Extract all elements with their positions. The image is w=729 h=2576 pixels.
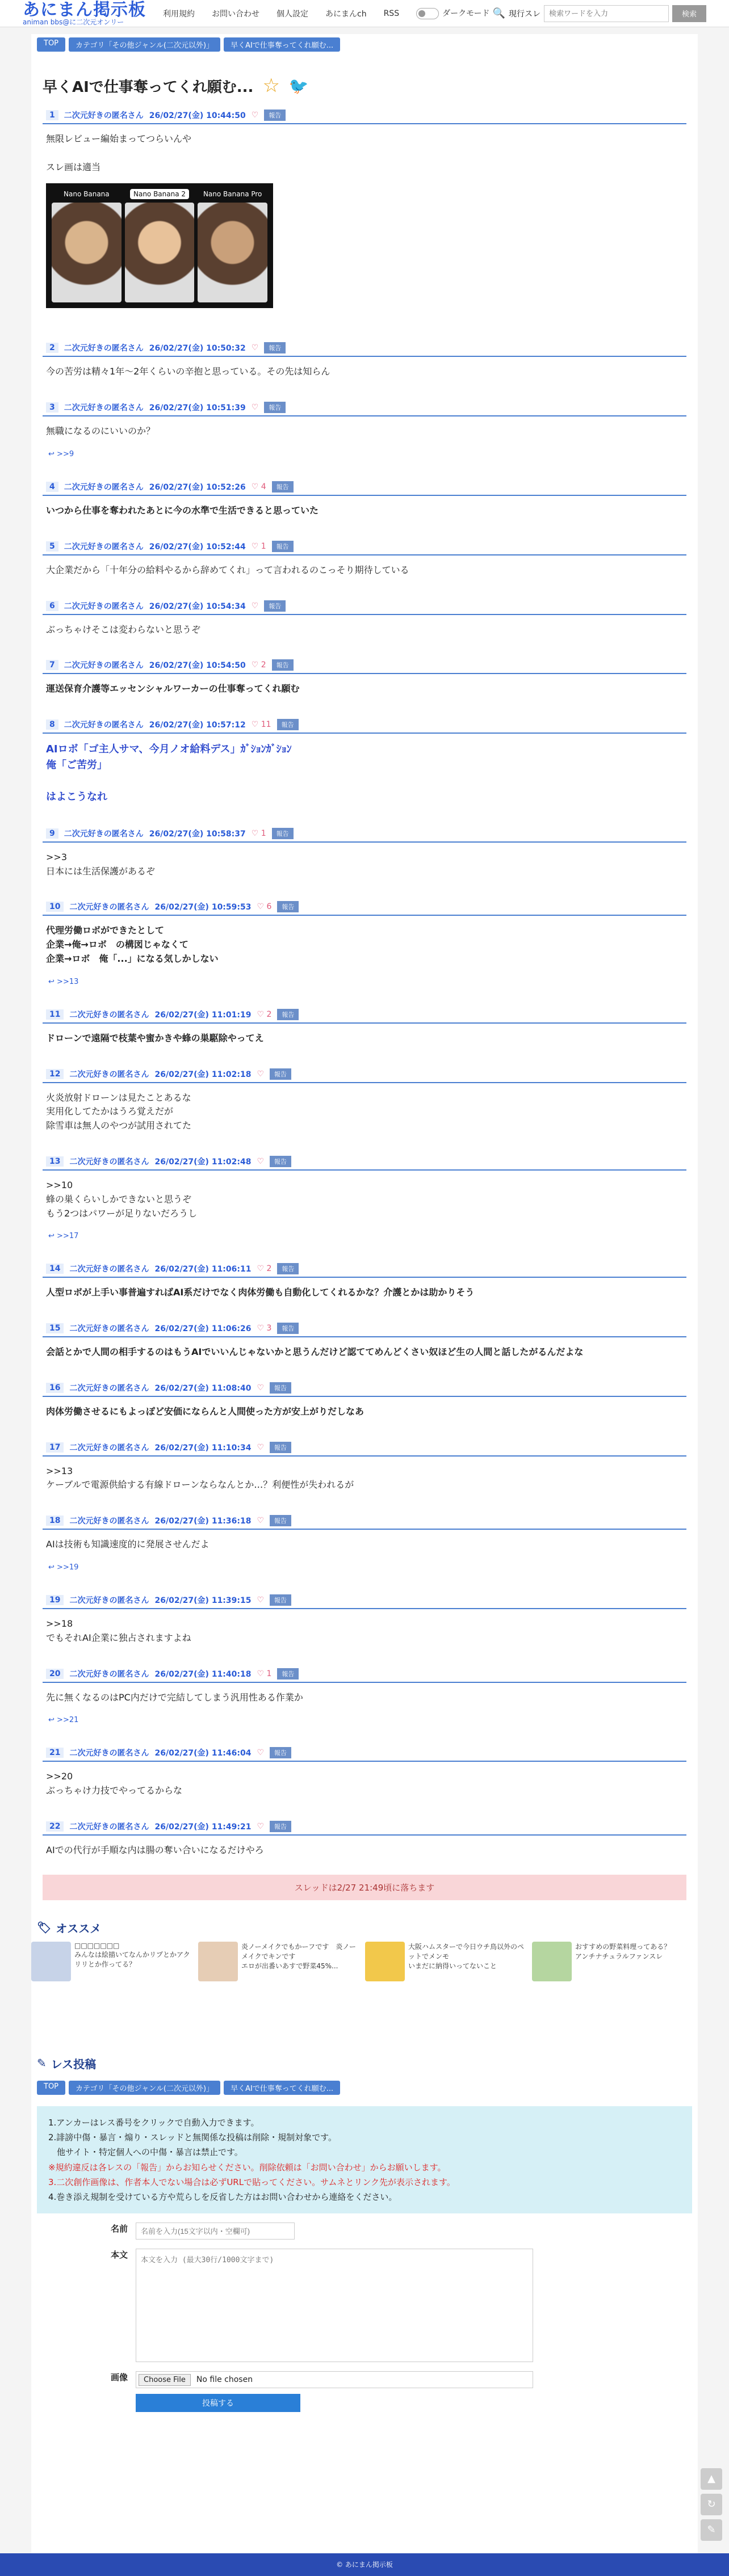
rule-line: 4.巻き添え規制を受けている方や荒らしを反省した方はお問い合わせから連絡をください。 <box>48 2192 397 2203</box>
post-date: 26/02/27(金) 10:58:37 <box>149 829 246 839</box>
reply-anchor: >>19 <box>57 1563 79 1572</box>
post-number[interactable]: 6 <box>46 601 58 611</box>
report-button[interactable]: 報告 <box>277 719 299 730</box>
post-body: 先に無くなるのはPC内だけで完結してしまう汎用性ある作業か <box>46 1691 303 1703</box>
post-author: 二次元好きの匿名さん <box>64 721 144 730</box>
report-button[interactable]: 報告 <box>264 110 286 121</box>
search-button[interactable]: 検索 <box>672 5 706 22</box>
report-button[interactable]: 報告 <box>277 1263 299 1274</box>
post-author: 二次元好きの匿名さん <box>64 542 144 552</box>
write-icon[interactable]: ✎ <box>701 2519 722 2541</box>
post-item <box>43 600 686 637</box>
body-row <box>31 2240 698 2362</box>
post-date: 26/02/27(金) 11:06:26 <box>154 1324 252 1334</box>
post-body: 大企業だから「十年分の給料やるから辞めてくれ」って言われるのこっそり期待している <box>46 564 409 575</box>
post-number[interactable]: 2 <box>46 343 58 353</box>
reply-link[interactable] <box>43 1704 686 1724</box>
post-date: 26/02/27(金) 11:40:18 <box>154 1669 252 1679</box>
post-author: 二次元好きの匿名さん <box>69 1596 149 1606</box>
post-header <box>43 110 686 124</box>
post-header <box>43 541 686 555</box>
post-header <box>43 1323 686 1337</box>
scroll-top-icon[interactable]: ▲ <box>701 2468 722 2490</box>
post-number[interactable]: 16 <box>46 1383 64 1393</box>
portrait-image <box>125 203 195 302</box>
post-author: 二次元好きの匿名さん <box>69 1010 149 1020</box>
post-date: 26/02/27(金) 11:02:48 <box>154 1157 252 1167</box>
post-item <box>43 1668 686 1725</box>
post-body: 運送保育介護等エッセンシャルワーカーの仕事奪ってくれ願む <box>46 683 300 694</box>
post-author: 二次元好きの匿名さん <box>69 1383 149 1393</box>
post-date: 26/02/27(金) 11:06:11 <box>154 1265 252 1274</box>
post-header <box>43 1263 686 1278</box>
post-item <box>43 1263 686 1300</box>
post-number[interactable]: 3 <box>46 402 58 413</box>
report-button[interactable]: 報告 <box>264 402 286 413</box>
post-number[interactable]: 21 <box>46 1748 64 1758</box>
main-content <box>31 34 698 2553</box>
thread-fall-notice: スレッドは2/27 21:49頃に落ちます <box>43 1875 686 1900</box>
recommend-text: 大阪ハムスターで今日ウチ鳥以外のペットでメンモ いまだに納得いってないこと <box>408 1942 525 1970</box>
post-item <box>43 402 686 458</box>
post-item <box>43 110 686 308</box>
pencil-icon: ✎ <box>37 2056 47 2070</box>
recommend-thumbnail <box>532 1942 572 1981</box>
post-number[interactable]: 8 <box>46 719 58 730</box>
form-breadcrumb <box>31 2077 698 2095</box>
post-header <box>43 402 686 416</box>
reply-link[interactable] <box>43 966 686 986</box>
form-heading <box>31 2049 698 2072</box>
post-body: >>3 日本には生活保護があるぞ <box>46 851 156 877</box>
thread-title-row <box>31 52 698 103</box>
rule-line: 他サイト・特定個人への中傷・暴言は禁止です。 <box>48 2147 243 2158</box>
post-date: 26/02/27(金) 10:57:12 <box>149 721 246 730</box>
like-heart-icon[interactable]: ♡ 2 <box>251 660 266 670</box>
reply-link[interactable] <box>43 1552 686 1572</box>
post-author: 二次元好きの匿名さん <box>69 1669 149 1679</box>
site-logo[interactable] <box>23 2 146 26</box>
post-author: 二次元好きの匿名さん <box>69 1822 149 1832</box>
reply-arrow-icon: ↩ <box>48 449 55 458</box>
post-date: 26/02/27(金) 10:52:44 <box>149 542 246 552</box>
form-breadcrumb-top[interactable]: TOP <box>37 2081 65 2095</box>
like-count: 1 <box>261 541 266 551</box>
post-item <box>43 1009 686 1046</box>
post-header <box>43 481 686 496</box>
image-panel-label: Nano Banana <box>64 190 110 199</box>
post-number[interactable]: 14 <box>46 1264 64 1274</box>
like-count: 11 <box>261 720 271 730</box>
post-author: 二次元好きの匿名さん <box>69 1157 149 1167</box>
like-count: 2 <box>261 660 266 670</box>
recommend-item[interactable] <box>365 1942 524 1981</box>
like-heart-icon[interactable]: ♡ <box>257 1442 265 1452</box>
post-date: 26/02/27(金) 10:51:39 <box>149 403 246 413</box>
report-button[interactable]: 報告 <box>270 1515 291 1526</box>
reply-anchor: >>17 <box>57 1232 79 1241</box>
post-header <box>43 719 686 734</box>
post-number[interactable]: 19 <box>46 1595 64 1605</box>
post-body: 人型ロボが上手い事普遍すればAI系だけでなく肉体労働も自動化してくれるかな？介護とかは助かりそう <box>46 1287 475 1298</box>
recommend-thumbnail <box>31 1942 71 1981</box>
post-body: ドローンで遠隔で枝葉や蜜かきや蜂の巣駆除やってえ <box>46 1032 264 1043</box>
post-author: 二次元好きの匿名さん <box>64 344 144 353</box>
like-heart-icon[interactable]: ♡ <box>251 111 259 120</box>
post-item <box>43 719 686 805</box>
image-label: 画像 <box>110 2372 128 2383</box>
post-header <box>43 659 686 674</box>
post-date: 26/02/27(金) 10:50:32 <box>149 344 246 353</box>
post-list <box>31 110 698 1858</box>
post-body: >>13 ケーブルで電源供給する有線ドローンならなんとか…？利便性が失われるが <box>46 1465 354 1491</box>
breadcrumb-top[interactable]: TOP <box>37 37 65 52</box>
file-input[interactable] <box>136 2371 533 2388</box>
search-scope[interactable]: 現行スレ <box>509 9 541 19</box>
nav-animanch[interactable]: あにまんch <box>325 9 367 19</box>
post-item <box>43 1821 686 1858</box>
nav-terms[interactable]: 利用規約 <box>163 9 195 19</box>
image-panel <box>125 189 195 302</box>
reply-arrow-icon: ↩ <box>48 1563 55 1572</box>
body-textarea[interactable] <box>136 2249 533 2362</box>
rule-line: ※規約違反は各レスの「報告」からお知らせください。削除依頼は「お問い合わせ」からお願いします。 <box>48 2162 446 2173</box>
like-heart-icon[interactable]: ♡ <box>257 1596 265 1605</box>
post-body: >>20 ぶっちゃけ力技でやってるからな <box>46 1771 183 1796</box>
report-button[interactable]: 報告 <box>270 1821 291 1832</box>
nav-settings[interactable]: 個人設定 <box>276 9 308 19</box>
report-button[interactable]: 報告 <box>277 901 299 912</box>
post-number[interactable]: 15 <box>46 1323 64 1333</box>
post-author: 二次元好きの匿名さん <box>69 1265 149 1274</box>
like-heart-icon[interactable]: ♡ 6 <box>257 902 272 912</box>
favorite-star-icon[interactable]: ☆ <box>262 74 280 97</box>
recommend-heading <box>31 1914 698 1936</box>
post-date: 26/02/27(金) 10:59:53 <box>154 903 252 912</box>
post-date: 26/02/27(金) 11:02:18 <box>154 1070 252 1079</box>
post-header <box>43 901 686 916</box>
post-item <box>43 1515 686 1572</box>
post-author: 二次元好きの匿名さん <box>64 601 144 611</box>
reply-anchor: >>9 <box>57 449 74 458</box>
recommend-item[interactable] <box>31 1942 190 1981</box>
like-count: 1 <box>266 1669 272 1678</box>
post-date: 26/02/27(金) 11:46:04 <box>154 1749 252 1758</box>
post-item <box>43 541 686 578</box>
like-count: 1 <box>261 828 266 838</box>
reply-anchor: >>21 <box>57 1716 79 1725</box>
post-body: AIロボ「ゴ主人サマ、今月ノオ給料デス」ｶﾞｼｮﾝｶﾞｼｮﾝ 俺「ご苦労」 はよこうなれ <box>46 743 292 803</box>
post-body: ぶっちゃけそこは変わらないと思うぞ <box>46 624 201 635</box>
breadcrumb <box>31 34 698 52</box>
post-item <box>43 1068 686 1133</box>
post-body: >>18 でもそれAI企業に独占されますよね <box>46 1618 191 1643</box>
like-count: 2 <box>266 1264 272 1274</box>
report-button[interactable]: 報告 <box>270 1442 291 1453</box>
post-author: 二次元好きの匿名さん <box>64 482 144 492</box>
like-heart-icon[interactable]: ♡ 2 <box>257 1009 272 1019</box>
post-date: 26/02/27(金) 11:49:21 <box>154 1822 252 1832</box>
like-heart-icon[interactable]: ♡ 1 <box>251 541 266 551</box>
name-input[interactable] <box>136 2223 295 2240</box>
post-image[interactable] <box>46 183 273 308</box>
post-body: AIは技術も知識速度的に発展させんだよ <box>46 1539 210 1550</box>
search-icon: 🔍 <box>492 7 505 19</box>
post-item <box>43 1382 686 1419</box>
report-button[interactable]: 報告 <box>272 828 294 839</box>
post-item <box>43 1594 686 1645</box>
post-number[interactable]: 9 <box>46 828 58 839</box>
post-body: 肉体労働させるにもよっぽど安価にならんと人間使った方が安上がりだしなあ <box>46 1405 364 1417</box>
post-author: 二次元好きの匿名さん <box>64 829 144 839</box>
post-header <box>43 828 686 843</box>
recommend-list <box>31 1936 698 1981</box>
recommend-text: 炎ノーメイクでもかーフです 炎ノーメイクでキンです エロが出番いあすで野菜45%... <box>241 1942 356 1970</box>
post-author: 二次元好きの匿名さん <box>64 661 144 671</box>
thread-title: 早くAIで仕事奪ってくれ願む... <box>43 78 254 96</box>
recommend-item[interactable] <box>532 1942 691 1981</box>
post-author: 二次元好きの匿名さん <box>64 111 144 120</box>
name-label: 名前 <box>110 2224 128 2234</box>
breadcrumb-category[interactable]: カテゴリ「その他ジャンル(二次元以外)」 <box>69 37 220 52</box>
logo-title: あにまん掲示板 <box>23 0 146 20</box>
posting-rules <box>37 2106 692 2214</box>
post-date: 26/02/27(金) 10:54:50 <box>149 661 246 671</box>
reply-link[interactable] <box>43 439 686 458</box>
search-area <box>493 5 706 22</box>
like-heart-icon[interactable]: ♡ 3 <box>257 1324 272 1333</box>
post-author: 二次元好きの匿名さん <box>64 403 144 413</box>
post-body: 無職になるのにいいのか？ <box>46 426 156 437</box>
post-header <box>43 1156 686 1171</box>
post-number[interactable]: 12 <box>46 1069 64 1079</box>
image-row <box>31 2362 698 2388</box>
like-heart-icon[interactable]: ♡ 1 <box>251 828 266 838</box>
report-button[interactable]: 報告 <box>272 659 294 671</box>
post-item <box>43 901 686 986</box>
post-number[interactable]: 5 <box>46 541 58 552</box>
post-header <box>43 1747 686 1762</box>
like-count: 6 <box>266 902 272 912</box>
post-header <box>43 1821 686 1836</box>
like-count: 4 <box>261 482 266 491</box>
post-body: いつから仕事を奪われたあとに今の水準で生活できると思っていた <box>46 504 319 516</box>
report-button[interactable]: 報告 <box>264 600 286 612</box>
post-number[interactable]: 4 <box>46 482 58 492</box>
footer: © あにまん掲示板 <box>0 2553 729 2576</box>
report-button[interactable]: 報告 <box>272 481 294 493</box>
post-header <box>43 1668 686 1683</box>
report-button[interactable]: 報告 <box>264 342 286 353</box>
post-number[interactable]: 10 <box>46 902 64 912</box>
post-body: 代理労働ロボができたとして 企業→俺→ロボ の構図じゃなくて 企業→ロボ 俺「...」になる気しかしない <box>46 925 219 964</box>
post-item <box>43 1747 686 1798</box>
reply-arrow-icon: ↩ <box>48 1232 55 1241</box>
recommend-text: おすすめの野菜料理ってある？ アンチナチュラルファンスレ <box>575 1942 671 1960</box>
post-item <box>43 1323 686 1359</box>
like-heart-icon[interactable]: ♡ <box>257 1822 265 1832</box>
rule-line: 2.誹謗中傷・暴言・煽り・スレッドと無関係な投稿は削除・規制対象です。 <box>48 2132 337 2143</box>
post-date: 26/02/27(金) 11:36:18 <box>154 1517 252 1526</box>
post-header <box>43 1382 686 1397</box>
post-author: 二次元好きの匿名さん <box>69 1443 149 1453</box>
post-author: 二次元好きの匿名さん <box>69 1749 149 1758</box>
post-body: AIでの代行が手順な内は腸の奪い合いになるだけやろ <box>46 1845 264 1856</box>
post-date: 26/02/27(金) 11:01:19 <box>154 1010 252 1020</box>
reply-arrow-icon: ↩ <box>48 977 55 986</box>
post-author: 二次元好きの匿名さん <box>69 903 149 912</box>
dark-mode-label: ダークモード <box>442 9 490 18</box>
header-nav <box>163 7 490 19</box>
name-row <box>31 2213 698 2240</box>
body-label: 本文 <box>110 2250 128 2261</box>
like-heart-icon[interactable]: ♡ 2 <box>257 1264 272 1274</box>
file-status: No file chosen <box>196 2375 253 2385</box>
submit-button[interactable]: 投稿する <box>136 2394 300 2412</box>
post-author: 二次元好きの匿名さん <box>69 1517 149 1526</box>
twitter-share-icon[interactable]: 🐦 <box>288 76 309 95</box>
post-author: 二次元好きの匿名さん <box>69 1070 149 1079</box>
dark-mode-toggle[interactable] <box>416 7 489 19</box>
nav-contact[interactable]: お問い合わせ <box>212 9 259 19</box>
image-panel-label: Nano Banana 2 <box>130 189 189 199</box>
post-date: 26/02/27(金) 11:08:40 <box>154 1383 252 1393</box>
post-header <box>43 342 686 357</box>
post-item <box>43 481 686 518</box>
top-bar <box>0 0 729 27</box>
post-number[interactable]: 22 <box>46 1821 64 1832</box>
like-heart-icon[interactable]: ♡ <box>251 343 259 353</box>
like-heart-icon[interactable]: ♡ <box>257 1156 265 1166</box>
report-button[interactable]: 報告 <box>277 1668 299 1680</box>
like-heart-icon[interactable]: ♡ <box>251 403 259 413</box>
search-input[interactable] <box>544 5 669 22</box>
like-count: 2 <box>266 1009 272 1019</box>
post-header <box>43 1515 686 1530</box>
choose-file-button[interactable]: Choose File <box>139 2374 191 2386</box>
post-header <box>43 1442 686 1457</box>
post-header <box>43 1009 686 1024</box>
post-number[interactable]: 11 <box>46 1009 64 1020</box>
post-header <box>43 600 686 615</box>
post-body: 会話とかで人間の相手するのはもうAIでいいんじゃないかと思うんだけど認ててめんどくさい奴ほど生の人間と話したがるんだよな <box>46 1346 584 1358</box>
image-panel <box>198 189 267 302</box>
post-item <box>43 342 686 379</box>
image-panel-label: Nano Banana Pro <box>203 190 262 199</box>
post-number[interactable]: 7 <box>46 660 58 670</box>
recommend-thumbnail <box>198 1942 238 1981</box>
nav-rss[interactable]: RSS <box>383 9 400 18</box>
post-number[interactable]: 18 <box>46 1516 64 1526</box>
report-button[interactable]: 報告 <box>270 1382 291 1394</box>
tag-icon: 🏷 <box>37 1921 52 1935</box>
post-author: 二次元好きの匿名さん <box>69 1324 149 1334</box>
form-heading-text: レス投稿 <box>51 2057 97 2071</box>
reply-anchor: >>13 <box>57 977 79 986</box>
like-heart-icon[interactable]: ♡ <box>257 1748 265 1758</box>
post-number[interactable]: 13 <box>46 1156 64 1167</box>
like-heart-icon[interactable]: ♡ <box>257 1069 265 1079</box>
like-heart-icon[interactable]: ♡ <box>257 1516 265 1526</box>
report-button[interactable]: 報告 <box>277 1009 299 1020</box>
rule-line: 3.二次創作画像は、作者本人でない場合は必ずURLで貼ってください。サムネとリンク先が表示されます。 <box>48 2177 455 2187</box>
image-panel <box>52 189 122 302</box>
like-heart-icon[interactable]: ♡ 4 <box>251 482 266 491</box>
recommend-heading-text: オススメ <box>56 1921 102 1935</box>
post-date: 26/02/27(金) 10:44:50 <box>149 111 246 120</box>
post-body: 火炎放射ドローンは見たことあるな 実用化してたかはうろ覚えだが 除雪車は無人のやつが試用されてた <box>46 1092 192 1131</box>
post-body: 無限レビュー編始まってつらいんや スレ画は適当 <box>46 133 192 172</box>
report-button[interactable]: 報告 <box>270 1747 291 1758</box>
post-number[interactable]: 20 <box>46 1669 64 1679</box>
post-item <box>43 659 686 696</box>
post-body: >>10 蜂の巣くらいしかできないと思うぞ もう2つはパワーが足りないだろうし <box>46 1179 198 1219</box>
reply-arrow-icon: ↩ <box>48 1716 55 1725</box>
like-heart-icon[interactable]: ♡ 1 <box>257 1669 272 1678</box>
reply-link[interactable] <box>43 1220 686 1240</box>
logo-subtitle: animan bbs@に二次元オンリー <box>23 18 124 26</box>
recommend-thumbnail <box>365 1942 405 1981</box>
report-button[interactable]: 報告 <box>270 1068 291 1080</box>
like-heart-icon[interactable]: ♡ 11 <box>251 720 271 730</box>
like-heart-icon[interactable]: ♡ <box>251 601 259 611</box>
portrait-image <box>198 203 267 302</box>
report-button[interactable]: 報告 <box>270 1156 291 1167</box>
post-body: 今の苦労は精々1年〜2年くらいの辛抱と思っている。その先は知らん <box>46 366 330 377</box>
report-button[interactable]: 報告 <box>277 1323 299 1334</box>
form-breadcrumb-category[interactable]: カテゴリ「その他ジャンル(二次元以外)」 <box>69 2081 220 2095</box>
form-breadcrumb-thread[interactable]: 早くAIで仕事奪ってくれ願む... <box>224 2081 340 2095</box>
toggle-switch-icon <box>416 8 439 19</box>
report-button[interactable]: 報告 <box>270 1594 291 1606</box>
breadcrumb-thread[interactable]: 早くAIで仕事奪ってくれ願む... <box>224 37 340 52</box>
portrait-image <box>52 203 122 302</box>
post-date: 26/02/27(金) 11:39:15 <box>154 1596 252 1606</box>
report-button[interactable]: 報告 <box>272 541 294 552</box>
refresh-icon[interactable]: ↻ <box>701 2494 722 2515</box>
post-date: 26/02/27(金) 10:54:34 <box>149 601 246 611</box>
post-number[interactable]: 17 <box>46 1442 64 1453</box>
post-date: 26/02/27(金) 10:52:26 <box>149 482 246 492</box>
post-number[interactable]: 1 <box>46 110 58 120</box>
post-item <box>43 1442 686 1493</box>
post-header <box>43 1594 686 1609</box>
post-item <box>43 1156 686 1240</box>
recommend-text: □□□□□□□ みんなは絵描いてなんかリプとかアクリリとか作ってる？ <box>74 1941 190 1968</box>
like-count: 3 <box>266 1324 272 1333</box>
post-date: 26/02/27(金) 11:10:34 <box>154 1443 252 1453</box>
rule-line: 1.アンカーはレス番号をクリックで自動入力できます。 <box>48 2117 259 2128</box>
post-header <box>43 1068 686 1083</box>
post-item <box>43 828 686 879</box>
recommend-item[interactable] <box>198 1942 357 1981</box>
like-heart-icon[interactable]: ♡ <box>257 1383 265 1392</box>
